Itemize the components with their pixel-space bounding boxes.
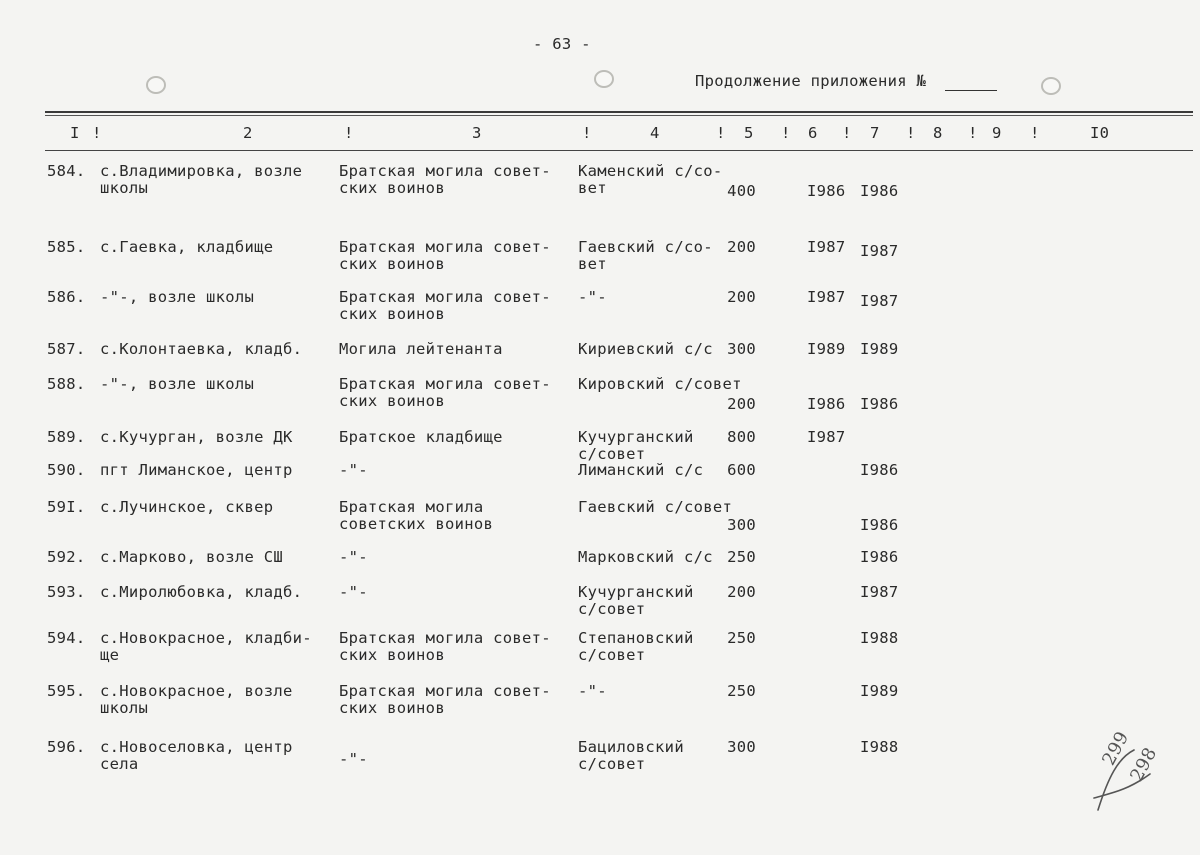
row-number: 596.: [47, 738, 86, 756]
cell-col5: 300: [727, 340, 756, 358]
column-separator: !: [968, 124, 978, 142]
cell-location: школы: [100, 699, 149, 717]
cell-location: -"-, возле школы: [100, 288, 255, 306]
cell-council: Бациловский: [578, 738, 684, 756]
cell-col6: I989: [807, 340, 846, 358]
column-header-1: I: [70, 124, 80, 142]
cell-council: Степановский: [578, 629, 694, 647]
cell-col6: I987: [807, 288, 846, 306]
row-number: 587.: [47, 340, 86, 358]
cell-object: -"-: [339, 548, 368, 566]
row-number: 584.: [47, 162, 86, 180]
cell-col7: I987: [860, 292, 899, 310]
cell-object: Братская могила совет-: [339, 682, 551, 700]
column-header-6: 6: [808, 124, 818, 142]
cell-location: пгт Лиманское, центр: [100, 461, 293, 479]
cell-council: Кировский с/совет: [578, 375, 742, 393]
cell-col5: 200: [727, 288, 756, 306]
cell-council: Кучурганский: [578, 428, 694, 446]
cell-object: Братская могила совет-: [339, 375, 551, 393]
cell-object: -"-: [339, 750, 368, 768]
column-separator: !: [906, 124, 916, 142]
page-number: - 63 -: [533, 35, 591, 53]
cell-location: села: [100, 755, 139, 773]
cell-object: -"-: [339, 583, 368, 601]
row-number: 585.: [47, 238, 86, 256]
column-separator: !: [582, 124, 592, 142]
column-header-7: 7: [870, 124, 880, 142]
cell-council: Каменский с/со-: [578, 162, 723, 180]
cell-col5: 200: [727, 238, 756, 256]
cell-object: -"-: [339, 461, 368, 479]
cell-col7: I986: [860, 548, 899, 566]
cell-object: ских воинов: [339, 255, 445, 273]
cell-col5: 400: [727, 182, 756, 200]
punch-hole-mark: [146, 76, 166, 94]
column-separator: !: [716, 124, 726, 142]
cell-location: с.Марково, возле СШ: [100, 548, 284, 566]
cell-col7: I988: [860, 738, 899, 756]
cell-council: с/совет: [578, 600, 646, 618]
cell-council: вет: [578, 179, 607, 197]
continuation-heading: Продолжение приложения №: [695, 72, 927, 90]
cell-object: ских воинов: [339, 646, 445, 664]
column-separator: !: [92, 124, 102, 142]
column-separator: !: [842, 124, 852, 142]
column-header-3: 3: [472, 124, 482, 142]
row-number: 586.: [47, 288, 86, 306]
column-header-4: 4: [650, 124, 660, 142]
cell-object: Братская могила совет-: [339, 238, 551, 256]
cell-col5: 300: [727, 516, 756, 534]
cell-council: с/совет: [578, 646, 646, 664]
handwritten-number-old: 299: [1098, 727, 1134, 769]
cell-object: ских воинов: [339, 179, 445, 197]
cell-object: Братская могила совет-: [339, 288, 551, 306]
row-number: 589.: [47, 428, 86, 446]
cell-location: с.Колонтаевка, кладб.: [100, 340, 303, 358]
punch-hole-mark: [594, 70, 614, 88]
header-top-rule: [45, 111, 1193, 113]
cell-council: -"-: [578, 682, 607, 700]
cell-col5: 800: [727, 428, 756, 446]
row-number: 590.: [47, 461, 86, 479]
cell-col5: 300: [727, 738, 756, 756]
cell-location: с.Миролюбовка, кладб.: [100, 583, 303, 601]
cell-col7: I988: [860, 629, 899, 647]
row-number: 594.: [47, 629, 86, 647]
column-header-10: I0: [1090, 124, 1110, 142]
cell-col7: I989: [860, 340, 899, 358]
cell-location: с.Владимировка, возле: [100, 162, 303, 180]
header-top-rule-thin: [45, 115, 1193, 116]
cell-col5: 200: [727, 583, 756, 601]
cell-council: -"-: [578, 288, 607, 306]
cell-location: с.Кучурган, возле ДК: [100, 428, 293, 446]
cell-object: Братская могила совет-: [339, 162, 551, 180]
cell-col5: 250: [727, 548, 756, 566]
cell-location: школы: [100, 179, 149, 197]
row-number: 592.: [47, 548, 86, 566]
cell-council: с/совет: [578, 445, 646, 463]
cell-col5: 200: [727, 395, 756, 413]
column-separator: !: [781, 124, 791, 142]
cell-col6: I987: [807, 238, 846, 256]
column-separator: !: [1030, 124, 1040, 142]
cell-council: Кириевский с/с: [578, 340, 713, 358]
row-number: 59I.: [47, 498, 86, 516]
cell-col7: I987: [860, 583, 899, 601]
cell-object: ских воинов: [339, 392, 445, 410]
cell-council: Кучурганский: [578, 583, 694, 601]
cell-col6: I987: [807, 428, 846, 446]
column-header-8: 8: [933, 124, 943, 142]
cell-location: -"-, возле школы: [100, 375, 255, 393]
appendix-number-blank: [945, 90, 997, 91]
cell-col7: I986: [860, 395, 899, 413]
cell-object: советских воинов: [339, 515, 494, 533]
cell-council: Марковский с/с: [578, 548, 713, 566]
cell-object: Братское кладбище: [339, 428, 503, 446]
punch-hole-mark: [1041, 77, 1061, 95]
cell-object: Братская могила: [339, 498, 484, 516]
cell-col6: I986: [807, 395, 846, 413]
cell-col7: I987: [860, 242, 899, 260]
cell-col5: 250: [727, 629, 756, 647]
handwritten-number-new: 298: [1126, 743, 1162, 785]
cell-col7: I986: [860, 516, 899, 534]
cell-location: с.Новоселовка, центр: [100, 738, 293, 756]
cell-object: ских воинов: [339, 699, 445, 717]
column-header-9: 9: [992, 124, 1002, 142]
cell-col7: I986: [860, 461, 899, 479]
column-header-2: 2: [243, 124, 253, 142]
cell-council: Лиманский с/с: [578, 461, 704, 479]
cell-location: с.Новокрасное, возле: [100, 682, 293, 700]
column-header-5: 5: [744, 124, 754, 142]
cell-object: ских воинов: [339, 305, 445, 323]
cell-col5: 250: [727, 682, 756, 700]
cell-object: Братская могила совет-: [339, 629, 551, 647]
cell-object: Могила лейтенанта: [339, 340, 503, 358]
row-number: 595.: [47, 682, 86, 700]
header-bottom-rule: [45, 150, 1193, 151]
cell-col7: I986: [860, 182, 899, 200]
cell-council: с/совет: [578, 755, 646, 773]
cell-col6: I986: [807, 182, 846, 200]
cell-col7: I989: [860, 682, 899, 700]
cell-location: с.Новокрасное, кладби-: [100, 629, 312, 647]
row-number: 588.: [47, 375, 86, 393]
column-separator: !: [344, 124, 354, 142]
cell-location: с.Лучинское, сквер: [100, 498, 274, 516]
cell-council: Гаевский с/совет: [578, 498, 733, 516]
handwritten-sheet-numbers: [1088, 727, 1178, 822]
cell-council: Гаевский с/со-: [578, 238, 713, 256]
cell-col5: 600: [727, 461, 756, 479]
cell-council: вет: [578, 255, 607, 273]
cell-location: с.Гаевка, кладбище: [100, 238, 274, 256]
row-number: 593.: [47, 583, 86, 601]
cell-location: ще: [100, 646, 120, 664]
